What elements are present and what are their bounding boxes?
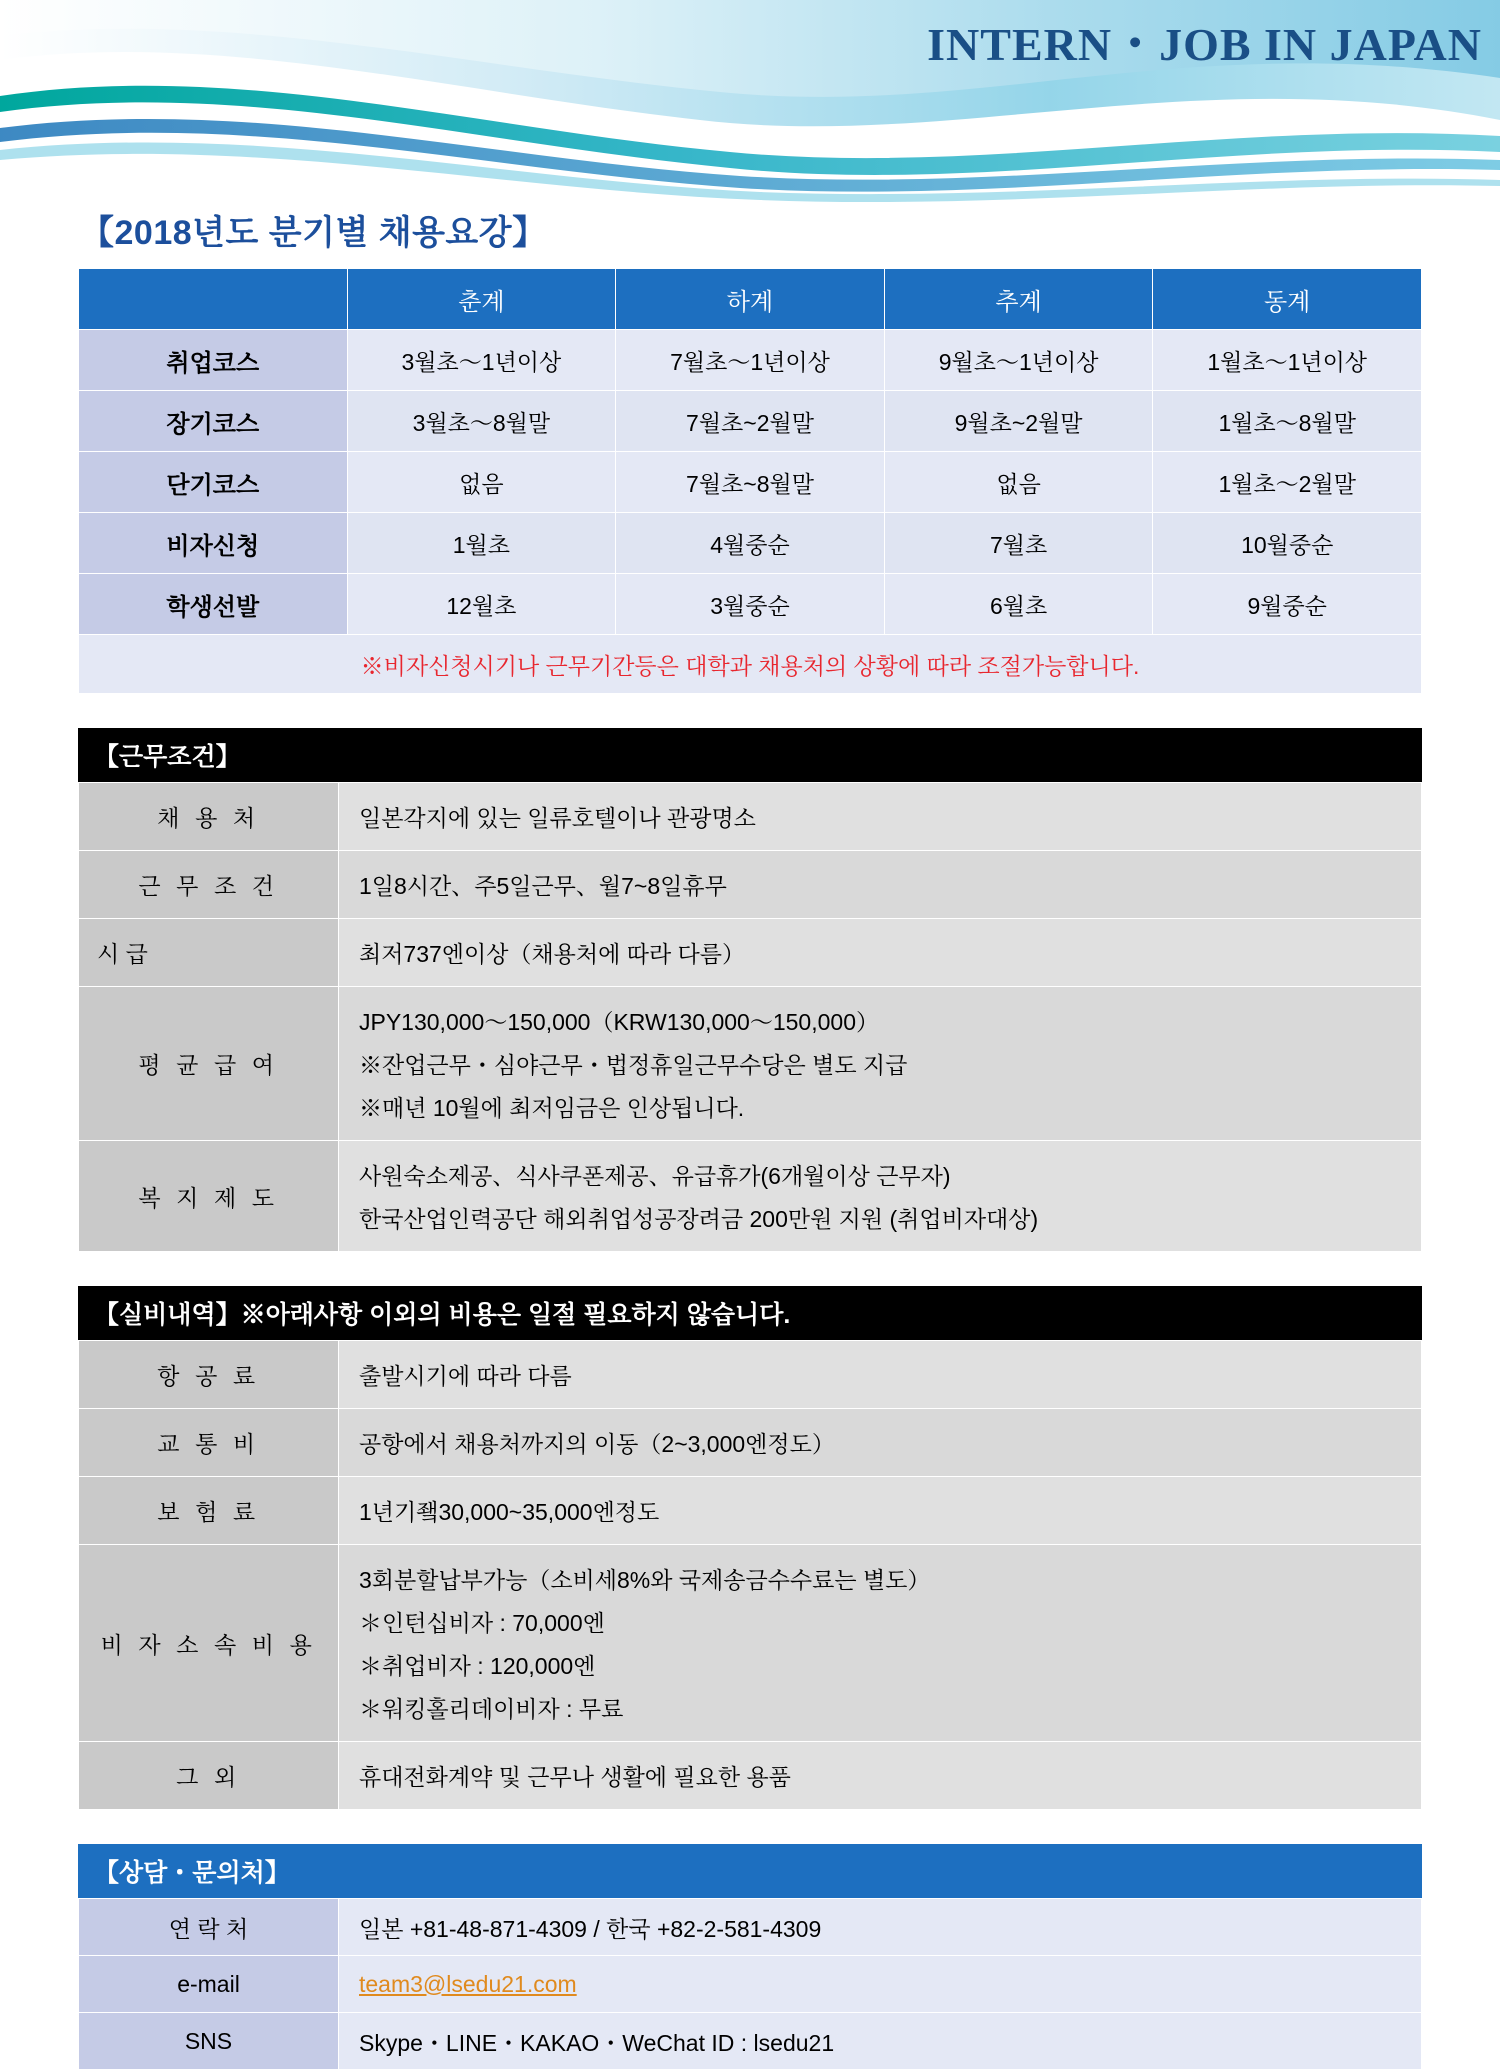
table-row	[79, 1477, 1422, 1545]
row-value	[339, 1341, 1422, 1409]
row-label: 채 용 처	[79, 783, 339, 851]
table-row	[79, 1899, 1422, 1956]
brand-title: INTERN・JOB IN JAPAN	[927, 19, 1482, 70]
row-label: 비 자 소 속 비 용	[79, 1545, 339, 1742]
row-label: SNS	[79, 2013, 339, 2070]
table-row	[79, 1341, 1422, 1409]
row-value: Skype・LINE・KAKAO・WeChat ID : lsedu21	[339, 2013, 1422, 2070]
work-conditions-table	[78, 782, 1422, 1252]
value-line: 1일8시간、주5일근무、월7~8일휴무	[359, 873, 727, 899]
row-label: 평 균 급 여	[79, 987, 339, 1141]
value-line: 1년기죀30,000~35,000엔정도	[359, 1499, 660, 1525]
table-cell: 없음	[884, 452, 1153, 513]
table-cell: 7월초	[884, 513, 1153, 574]
table-row	[79, 987, 1422, 1141]
table-cell: 7월초〜1년이상	[616, 330, 885, 391]
table-cell: 6월초	[884, 574, 1153, 635]
row-label: 학생선발	[79, 574, 348, 635]
table-row	[79, 1545, 1422, 1742]
page-content	[0, 205, 1500, 2070]
table-cell: 3월중순	[616, 574, 885, 635]
table-cell: 없음	[347, 452, 616, 513]
table-row	[79, 452, 1422, 513]
table-row	[79, 851, 1422, 919]
row-value	[339, 1477, 1422, 1545]
row-value	[339, 783, 1422, 851]
row-label-text: 시 급	[97, 941, 148, 967]
row-label: 복 지 제 도	[79, 1141, 339, 1252]
row-value	[339, 1141, 1422, 1252]
table-cell: 12월초	[347, 574, 616, 635]
col-header-spring: 춘계	[347, 269, 616, 330]
row-label: 연 락 처	[79, 1899, 339, 1956]
row-value	[339, 987, 1422, 1141]
table-note-row	[79, 635, 1422, 694]
row-label: e-mail	[79, 1956, 339, 2013]
table-row	[79, 1409, 1422, 1477]
row-value	[339, 1956, 1422, 2013]
col-header-winter: 동계	[1153, 269, 1422, 330]
value-line: 휴대전화계약 및 근무나 생활에 필요한 용품	[359, 1764, 791, 1790]
table-cell: 4월중순	[616, 513, 885, 574]
row-label: 단기코스	[79, 452, 348, 513]
page-title: 【2018년도 분기별 채용요강】	[80, 214, 547, 252]
value-line: ＊인턴십비자 : 70,000엔	[359, 1610, 605, 1636]
row-label: 그 외	[79, 1742, 339, 1810]
table-cell: 7월초~8월말	[616, 452, 885, 513]
table-cell: 1월초	[347, 513, 616, 574]
row-value	[339, 851, 1422, 919]
value-line: 3회분할납부가능（소비세8%와 국제송금수수료는 별도）	[359, 1567, 931, 1593]
row-value: 일본 +81-48-871-4309 / 한국 +82-2-581-4309	[339, 1899, 1422, 1956]
email-link[interactable]: team3@lsedu21.com	[359, 1970, 577, 1997]
value-line: ※매년 10월에 최저임금은 인상됩니다.	[359, 1095, 745, 1121]
row-label: 비자신청	[79, 513, 348, 574]
table-row	[79, 783, 1422, 851]
table-cell: 9월중순	[1153, 574, 1422, 635]
value-line: 공항에서 채용처까지의 이동（2~3,000엔정도）	[359, 1431, 835, 1457]
row-value	[339, 1409, 1422, 1477]
row-label: 교 통 비	[79, 1409, 339, 1477]
row-label	[79, 919, 339, 987]
table-row	[79, 919, 1422, 987]
table-row	[79, 574, 1422, 635]
row-value	[339, 1545, 1422, 1742]
quarter-schedule-table	[78, 268, 1422, 694]
table-cell: 7월초~2월말	[616, 391, 885, 452]
section-title-note: ※아래사항 이외의 비용은 일절 필요하지 않습니다.	[240, 1301, 791, 1329]
table-row	[79, 1742, 1422, 1810]
section-title-text: 【실비내역】	[94, 1301, 241, 1329]
contact-table	[78, 1898, 1422, 2070]
table-cell: 1월초〜1년이상	[1153, 330, 1422, 391]
value-line: 일본각지에 있는 일류호텔이나 관광명소	[359, 805, 756, 831]
row-label: 장기코스	[79, 391, 348, 452]
table-row	[79, 513, 1422, 574]
table-row	[79, 391, 1422, 452]
table-row	[79, 2013, 1422, 2070]
page-header	[0, 0, 1500, 205]
table-row	[79, 330, 1422, 391]
row-label: 보 험 료	[79, 1477, 339, 1545]
col-header-blank	[79, 269, 348, 330]
row-label: 취업코스	[79, 330, 348, 391]
expenses-table	[78, 1340, 1422, 1810]
section-header-expenses	[78, 1286, 1422, 1340]
table-row	[79, 1141, 1422, 1252]
col-header-autumn: 추계	[884, 269, 1153, 330]
row-value	[339, 1742, 1422, 1810]
table-cell: 10월중순	[1153, 513, 1422, 574]
table-row	[79, 1956, 1422, 2013]
value-line: 사원숙소제공、식사쿠폰제공、유급휴가(6개월이상 근무자)	[359, 1163, 951, 1189]
value-line: ＊워킹홀리데이비자 : 무료	[359, 1696, 624, 1722]
value-line: 출발시기에 따라 다름	[359, 1363, 572, 1389]
section-header-contact: 【상담・문의처】	[78, 1844, 1422, 1898]
value-line: JPY130,000〜150,000（KRW130,000〜150,000）	[359, 1009, 879, 1035]
table-cell: 3월초〜1년이상	[347, 330, 616, 391]
value-line: 최저737엔이상（채용처에 따라 다름）	[359, 941, 745, 967]
table-header-row	[79, 269, 1422, 330]
value-line: ＊취업비자 : 120,000엔	[359, 1653, 596, 1679]
row-value	[339, 919, 1422, 987]
table-cell: 1월초〜8월말	[1153, 391, 1422, 452]
row-label: 근 무 조 건	[79, 851, 339, 919]
value-line: ※잔업근무・심야근무・법정휴일근무수당은 별도 지급	[359, 1052, 908, 1078]
table-cell: 3월초〜8월말	[347, 391, 616, 452]
table-cell: 1월초〜2월말	[1153, 452, 1422, 513]
section-header-work-conditions: 【근무조건】	[78, 728, 1422, 782]
col-header-summer: 하계	[616, 269, 885, 330]
quarter-table-note: ※비자신청시기나 근무기간등은 대학과 채용처의 상황에 따라 조절가능합니다.	[79, 635, 1422, 694]
value-line: 한국산업인력공단 해외취업성공장려금 200만원 지원 (취업비자대상)	[359, 1206, 1039, 1232]
row-label: 항 공 료	[79, 1341, 339, 1409]
table-cell: 9월초〜1년이상	[884, 330, 1153, 391]
table-cell: 9월초~2월말	[884, 391, 1153, 452]
